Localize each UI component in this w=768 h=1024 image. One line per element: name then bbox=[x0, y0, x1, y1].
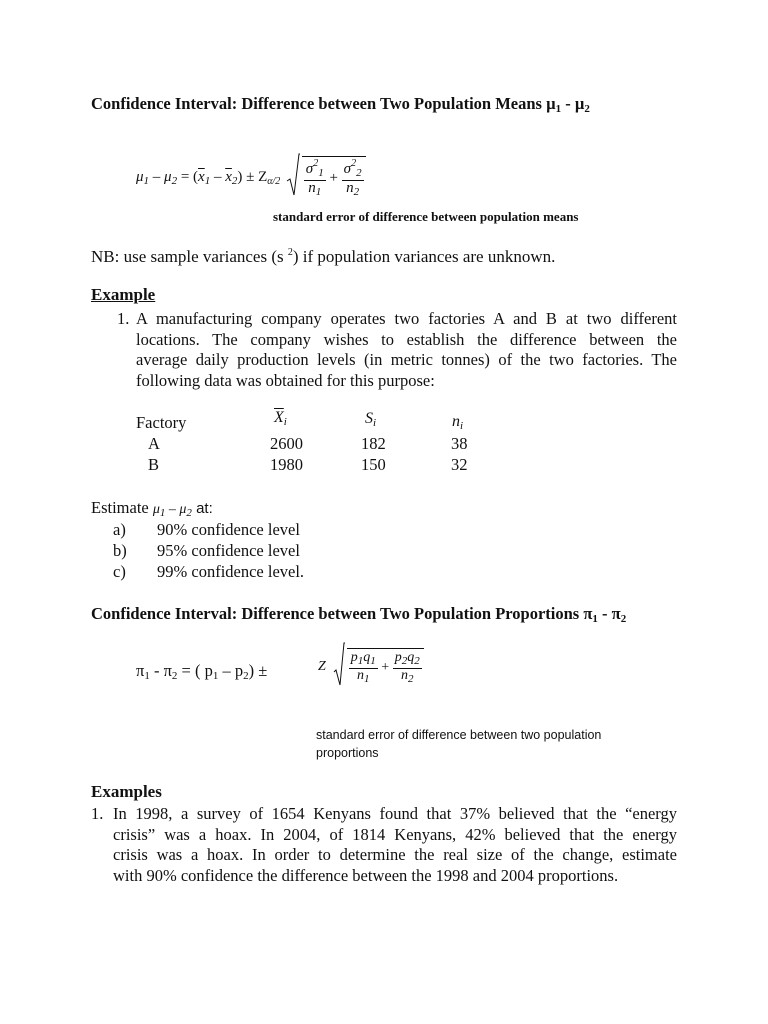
proportions-formula-rhs bbox=[318, 642, 424, 691]
examples-heading: Examples bbox=[91, 782, 162, 801]
sigma2-fraction bbox=[342, 159, 364, 198]
table-header-xbar bbox=[274, 409, 287, 428]
table-row-a-factory: A bbox=[148, 434, 160, 453]
option-label-a: a) bbox=[113, 520, 126, 539]
n1-sub: 1 bbox=[364, 672, 370, 685]
example-line: A manufacturing company operates two factories A and B at two different bbox=[136, 309, 677, 328]
nb-note bbox=[91, 247, 555, 267]
p1: p bbox=[350, 649, 358, 665]
pi1-subscript: 1 bbox=[592, 613, 598, 625]
sigma2-sub: 2 bbox=[356, 167, 362, 180]
q1: q bbox=[363, 649, 371, 665]
p2-sub: 2 bbox=[401, 654, 408, 667]
estimate-post: at: bbox=[191, 500, 213, 517]
table-header-s bbox=[365, 410, 376, 429]
q2: q bbox=[407, 649, 415, 665]
example-line: average daily production levels (in metric tonnes) of the two factories. The bbox=[136, 350, 677, 369]
radicand-plus: + bbox=[329, 170, 338, 187]
mu2-subscript: 2 bbox=[584, 103, 590, 115]
examples-item-number: 1. bbox=[91, 804, 104, 823]
table-row-a-sd: 182 bbox=[361, 434, 386, 453]
n2: n bbox=[400, 667, 408, 683]
section-title-proportions-text: Confidence Interval: Difference between Two Population Proportions π bbox=[91, 604, 593, 623]
section-title-means-text: Confidence Interval: Difference between Two Population Means µ bbox=[91, 94, 556, 113]
section-title-means bbox=[91, 94, 590, 115]
table-row-b-factory: B bbox=[148, 455, 160, 474]
formula-pi2: - π bbox=[149, 661, 172, 680]
formula-lhs bbox=[136, 169, 280, 187]
p2: p bbox=[394, 649, 402, 665]
nb-pre: NB: use sample variances (s bbox=[91, 247, 288, 266]
formula-mu1-sub: 1 bbox=[143, 174, 150, 187]
table-header-factory: Factory bbox=[136, 413, 187, 432]
examples-line: crisis” was a hoax. In 2004, of 1814 Kenyans, 42% believed that the energy bbox=[113, 824, 677, 844]
option-text-b: 95% confidence level bbox=[157, 541, 300, 560]
table-header-n-sub: i bbox=[460, 420, 464, 432]
n1: n bbox=[357, 667, 365, 683]
proportions-se-caption-line2: proportions bbox=[316, 746, 379, 760]
formula-z: Z bbox=[318, 658, 326, 674]
n2-sub: 2 bbox=[407, 672, 414, 685]
formula-mu1: μ bbox=[136, 168, 144, 185]
q1-sub: 1 bbox=[370, 654, 376, 667]
means-radicand bbox=[302, 156, 366, 198]
means-formula bbox=[136, 153, 366, 202]
formula-p1-sub: 1 bbox=[212, 670, 219, 682]
formula-p1: = ( p bbox=[177, 661, 213, 680]
table-row-b-sd: 150 bbox=[361, 455, 386, 474]
estimate-line bbox=[91, 498, 213, 519]
n1: n bbox=[308, 180, 316, 196]
estimate-pre: Estimate bbox=[91, 498, 153, 517]
formula-mu2-sub: 2 bbox=[171, 174, 178, 187]
p1q1-fraction bbox=[349, 651, 378, 685]
estimate-expr bbox=[153, 502, 192, 517]
nb-post: ) if population variances are unknown. bbox=[292, 247, 556, 266]
examples-paragraph bbox=[113, 804, 677, 886]
title-pi-mid: - π bbox=[597, 604, 621, 623]
formula-xbar1-sub: 1 bbox=[204, 174, 211, 187]
proportions-radicand bbox=[347, 648, 424, 685]
nb-sup: 2 bbox=[287, 247, 293, 258]
title-mu-mid: - µ bbox=[561, 94, 585, 113]
table-header-n-letter: n bbox=[452, 413, 460, 430]
option-label-c: c) bbox=[113, 562, 126, 581]
estimate-mu2: – μ bbox=[165, 502, 187, 517]
formula-pi2-sub: 2 bbox=[171, 670, 178, 682]
formula-xminus: – bbox=[210, 168, 226, 185]
example-paragraph bbox=[136, 309, 677, 391]
sigma2: σ bbox=[343, 161, 352, 178]
example-line: following data was obtained for this purpose: bbox=[136, 370, 435, 390]
section-title-proportions bbox=[91, 604, 626, 625]
table-header-s-sub: i bbox=[373, 417, 377, 429]
table-header-xbar-sub: i bbox=[283, 416, 287, 428]
estimate-mu1: μ bbox=[152, 502, 160, 517]
table-row-a-mean: 2600 bbox=[270, 434, 303, 453]
option-text-c: 99% confidence level. bbox=[157, 562, 305, 581]
p1-sub: 1 bbox=[357, 654, 364, 667]
table-header-xbar-letter: $\overline{X}$ bbox=[274, 409, 284, 426]
table-row-b-n: 32 bbox=[451, 455, 468, 474]
sigma1-sub: 1 bbox=[318, 167, 324, 180]
examples-line: crisis was a hoax. In order to determine the real size of the change, estimate bbox=[113, 845, 677, 864]
formula-pm-z: ) ± Z bbox=[237, 168, 268, 185]
n1-sub: 1 bbox=[315, 186, 322, 198]
proportions-se-caption-line1: standard error of difference between two population bbox=[316, 728, 602, 742]
formula-xbar1: $\overline{x}$ bbox=[198, 168, 205, 185]
examples-line: In 1998, a survey of 1654 Kenyans found that 37% believed that the “energy bbox=[113, 804, 677, 823]
proportions-formula-lhs bbox=[136, 661, 267, 682]
examples-line: with 90% confidence the difference between the 1998 and 2004 proportions. bbox=[113, 865, 619, 885]
estimate-mu2-sub: 2 bbox=[186, 507, 192, 519]
radicand-plus: + bbox=[381, 660, 390, 675]
sigma1-sup: 2 bbox=[313, 158, 319, 170]
n2: n bbox=[346, 180, 354, 196]
formula-mu2: – μ bbox=[149, 168, 172, 185]
sigma1-fraction bbox=[304, 159, 326, 198]
formula-p2-sub: 2 bbox=[243, 670, 249, 682]
formula-pi1: π bbox=[136, 661, 145, 680]
sigma2-sup: 2 bbox=[351, 158, 357, 170]
example-item-number: 1. bbox=[117, 309, 130, 328]
formula-xbar2-sub: 2 bbox=[231, 174, 238, 187]
q2-sub: 2 bbox=[414, 654, 420, 667]
p2q2-fraction bbox=[393, 651, 422, 685]
example-line: locations. The company wishes to establish the difference between the bbox=[136, 329, 677, 349]
formula-xbar2: $\overline{x}$ bbox=[225, 168, 232, 185]
formula-p2: – p bbox=[218, 661, 244, 680]
formula-pi1-sub: 1 bbox=[144, 670, 150, 682]
option-text-a: 90% confidence level bbox=[157, 520, 300, 539]
formula-z-sub: α/2 bbox=[267, 175, 281, 187]
table-row-a-n: 38 bbox=[451, 434, 468, 453]
formula-eq: = ( bbox=[177, 168, 199, 185]
sqrt-sign-icon bbox=[333, 642, 345, 691]
table-header-n bbox=[452, 413, 463, 432]
means-se-caption: standard error of difference between population means bbox=[273, 209, 579, 224]
table-header-s-letter: S bbox=[365, 410, 373, 427]
mu1-subscript: 1 bbox=[555, 103, 562, 115]
option-label-b: b) bbox=[113, 541, 127, 560]
estimate-mu1-sub: 1 bbox=[159, 507, 166, 519]
example-heading: Example bbox=[91, 285, 156, 304]
formula-pm: ) ± bbox=[248, 661, 268, 680]
sqrt-sign-icon bbox=[286, 153, 300, 202]
table-row-b-mean: 1980 bbox=[270, 455, 303, 474]
n2-sub: 2 bbox=[353, 186, 360, 198]
pi2-subscript: 2 bbox=[620, 613, 627, 625]
sigma1: σ bbox=[305, 161, 314, 178]
